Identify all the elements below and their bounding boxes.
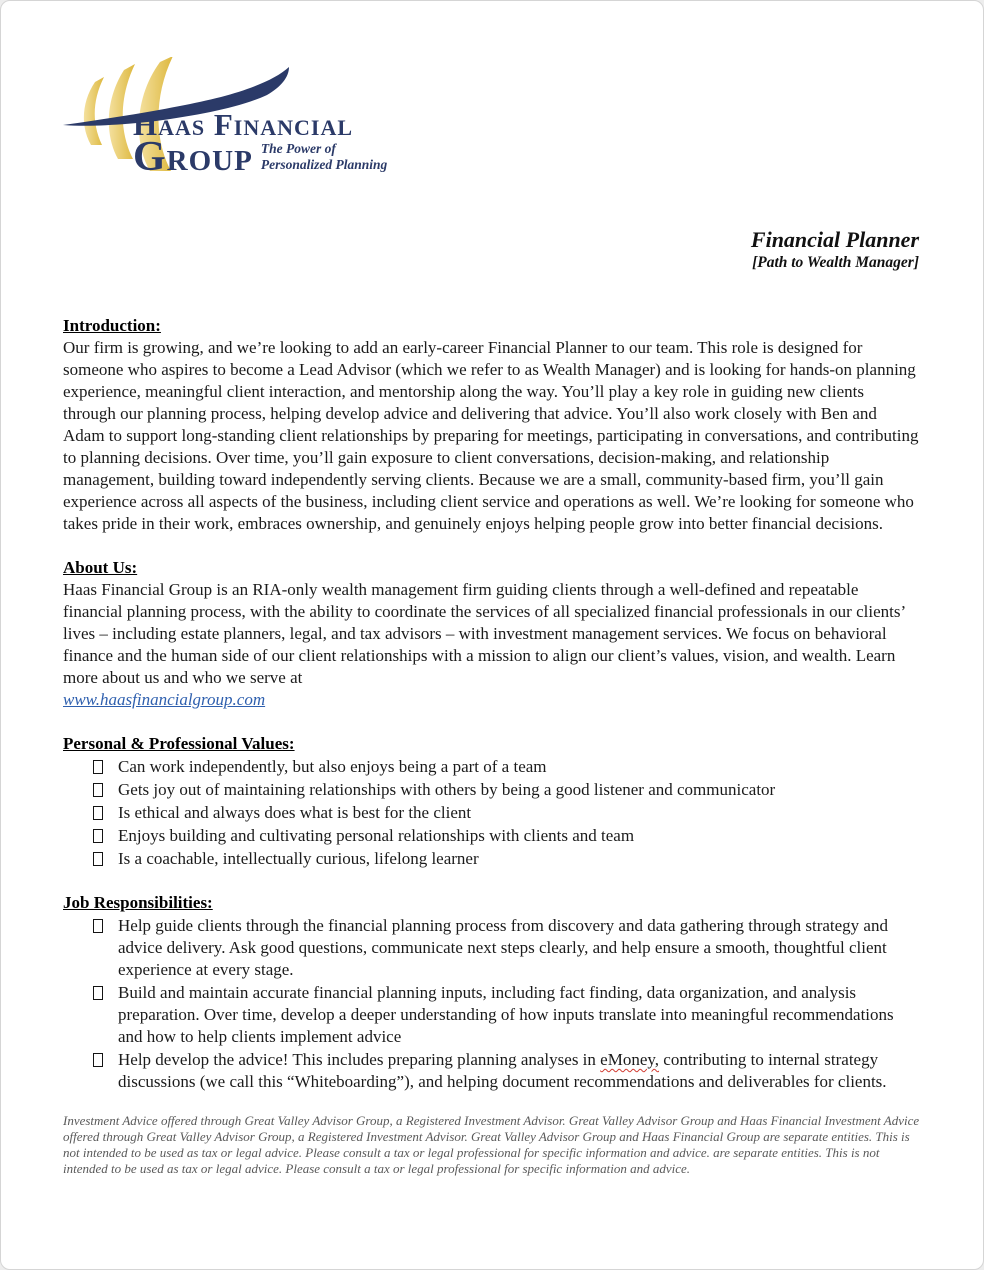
responsibility-item-text: Help guide clients through the financial planning process from discovery and data gathering through strategy and advice delivery. Ask good questions, communicate next steps clearly, and help ensure a smooth, thoughtful client experience at every stage. (118, 915, 888, 979)
checkbox-icon (93, 1053, 103, 1067)
logo-tagline-line1: The Power of (260, 141, 336, 157)
introduction-paragraph: Our firm is growing, and we’re looking to add an early-career Financial Planner to our team. This role is designed for someone who aspires to become a Lead Advisor (which we refer to as Wealth Manager) and is looking for hands-on planning experience, meaningful client interaction, and mentorship along the way. You’ll play a key role in guiding new clients through our planning process, helping develop advice and delivering that advice. You’ll also work closely with Ben and Adam to support long-standing client relationships by preparing for meetings, participating in conversations, and contributing to planning decisions. Over time, you’ll gain exposure to client conversations, decision-making, and relationship management, building toward independently serving clients. Because we are a small, community-based firm, you’ll gain experience across all aspects of the business, including client service and operations as well. We’re looking for someone who takes pride in their work, embraces ownership, and genuinely enjoys helping people grow into better financial decisions. (63, 337, 919, 533)
responsibilities-heading: Job Responsibilities: (63, 892, 213, 912)
checkbox-icon (93, 986, 103, 1000)
responsibility-item-text: contributing to internal strategy discussions (we call this “Whiteboarding”), and helping document recommendations and deliverables for clients. (118, 1049, 887, 1091)
document-subtitle: [Path to Wealth Manager] (752, 254, 919, 272)
values-item (63, 779, 921, 801)
about-us-heading: About Us: (63, 557, 138, 577)
logo-wordmark (133, 107, 388, 180)
values-heading: Personal & Professional Values: (63, 733, 295, 753)
values-item (63, 825, 921, 847)
document-title: Financial Planner (750, 227, 919, 252)
values-item (63, 848, 921, 870)
logo-name-line1: Haas Financial (133, 107, 354, 142)
document-body (63, 315, 921, 1093)
responsibility-item-text: Build and maintain accurate financial planning inputs, including fact finding, data organization, and analysis preparation. Over time, develop a deeper understanding of how inputs translate into meaningful recommendations and how to help clients implement advice (118, 982, 894, 1046)
checkbox-icon (93, 783, 103, 797)
disclaimer-text: Investment Advice offered through Great Valley Advisor Group, a Registered Investment Advisor. Great Valley Advisor Group and Haas Financial Investment Advice offered through Great Valley Advisor Group, a Registered Investment Advisor. Great Valley Advisor Group and Haas Financial Group are separate entities. This is not intended to be used as tax or legal advice. Please consult a tax or legal professional for specific information and advice. are separate entities. This is not intended to be used as tax or legal advice. Please consult a tax or legal professional for specific information and advice. (63, 1112, 920, 1176)
values-item-text: Can work independently, but also enjoys being a part of a team (118, 756, 547, 776)
logo-tagline (261, 141, 387, 172)
values-item-text: Gets joy out of maintaining relationships with others by being a good listener and communicator (118, 779, 776, 799)
responsibility-item (63, 1049, 921, 1093)
logo-tagline-line2: Personalized Planning (260, 156, 388, 172)
section-about-us (63, 557, 921, 711)
checkbox-icon (93, 760, 103, 774)
values-list (63, 756, 921, 870)
section-responsibilities (63, 892, 921, 1093)
checkbox-icon (93, 852, 103, 866)
checkbox-icon (93, 919, 103, 933)
responsibility-item (63, 915, 921, 981)
values-item (63, 802, 921, 824)
section-introduction (63, 315, 921, 535)
responsibility-item-text: Help develop the advice! This includes preparing planning analyses in (118, 1049, 601, 1069)
website-link[interactable]: www.haasfinancialgroup.com (63, 689, 266, 709)
section-values (63, 733, 921, 870)
values-item-text: Enjoys building and cultivating personal relationships with clients and team (118, 825, 635, 845)
values-item (63, 756, 921, 778)
logo-name-line2: Group (133, 134, 253, 180)
title-block (1, 227, 919, 273)
values-item-text: Is a coachable, intellectually curious, lifelong learner (118, 848, 479, 868)
document-footer (1, 1113, 983, 1177)
spellcheck-flagged-word: eMoney, (600, 1049, 660, 1069)
values-item-text: Is ethical and always does what is best for the client (118, 802, 472, 822)
introduction-heading: Introduction: (63, 315, 161, 335)
checkbox-icon (93, 806, 103, 820)
responsibilities-list (63, 915, 921, 1093)
responsibility-item (63, 982, 921, 1048)
company-logo (61, 57, 421, 193)
about-us-paragraph: Haas Financial Group is an RIA-only wealth management firm guiding clients through a well-defined and repeatable financial planning process, with the ability to coordinate the services of all specialized financial professionals in our clients’ lives – including estate planners, legal, and tax advisors – with investment management services. We focus on behavioral finance and the human side of our client relationships with a mission to align our client’s values, vision, and wealth. Learn more about us and who we serve at (63, 579, 905, 687)
checkbox-icon (93, 829, 103, 843)
